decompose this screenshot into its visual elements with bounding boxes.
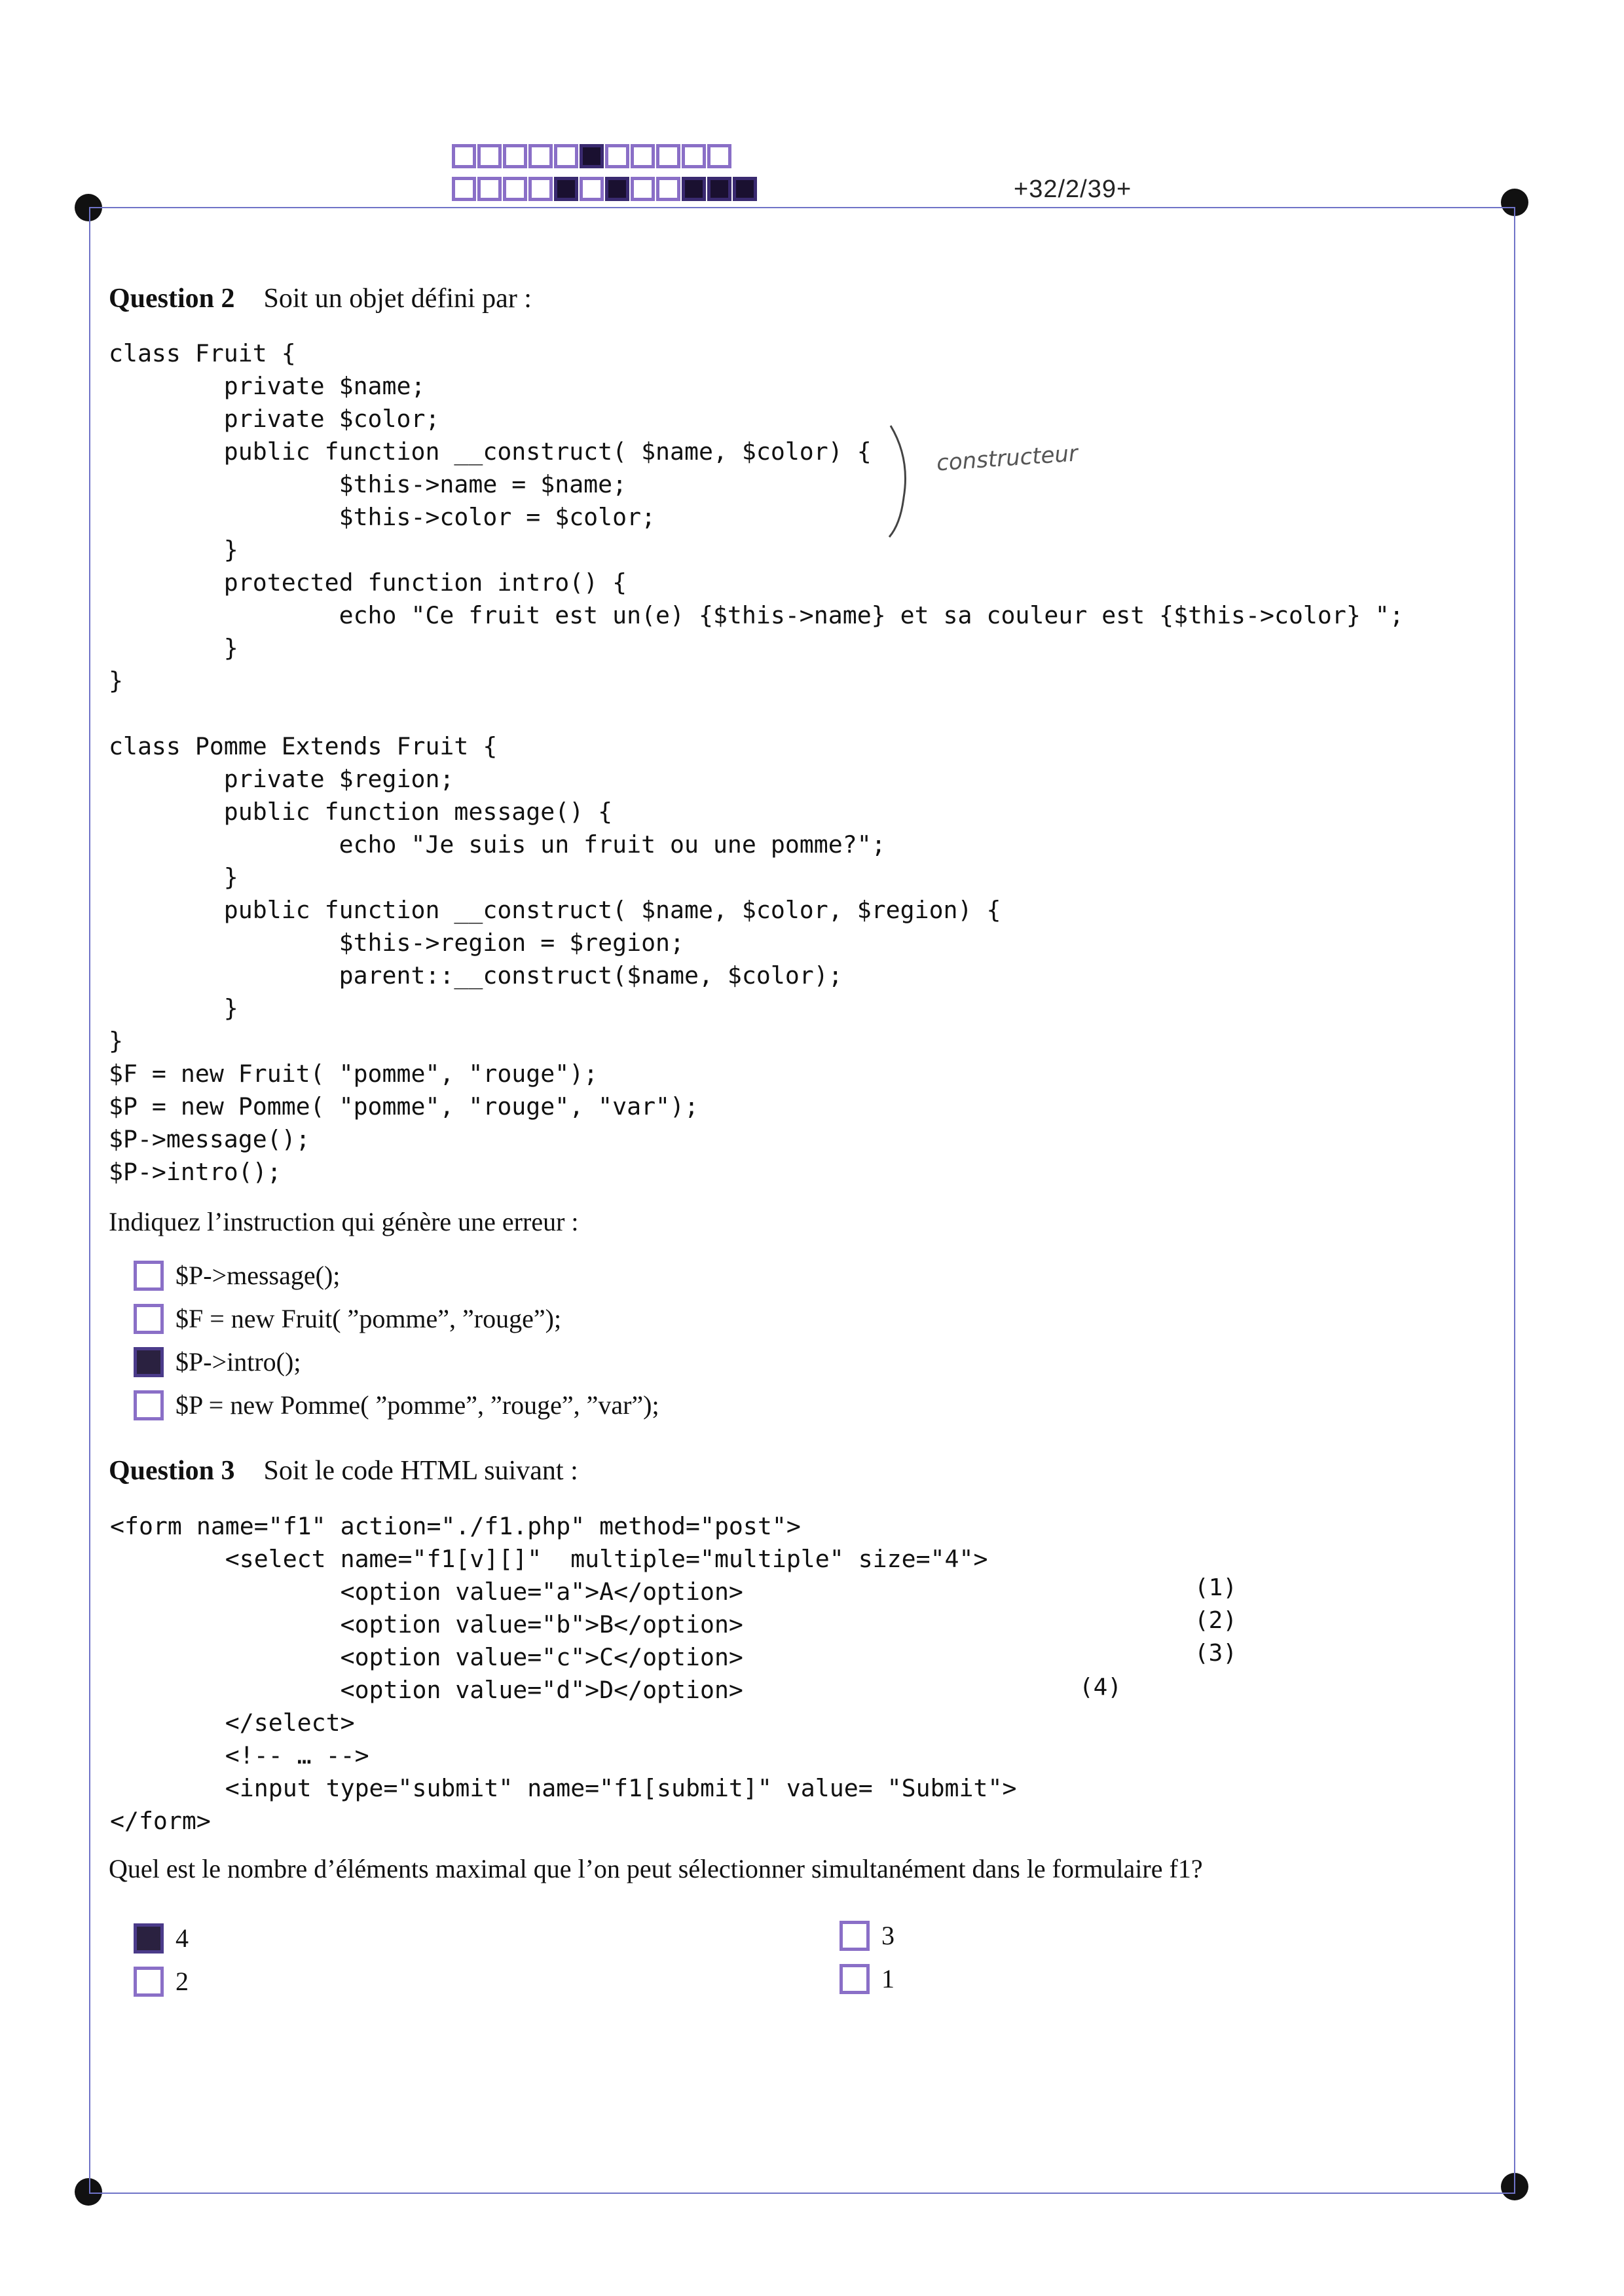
id-grid-cell (631, 144, 655, 168)
marker-3: (3) (1194, 1640, 1238, 1667)
id-grid-row-2 (452, 177, 757, 201)
sheet-code: +32/2/39+ (1014, 176, 1132, 203)
option-label: $F = new Fruit( ”pomme”, ”rouge”); (175, 1304, 562, 1333)
checkbox[interactable] (840, 1921, 870, 1951)
id-grid-cell (580, 144, 604, 168)
id-grid-cell (707, 177, 731, 201)
id-grid-cell (452, 144, 476, 168)
q3-code: <form name="f1" action="./f1.php" method="post"> <select name="f1[v][]" multiple="multiple" size="4"> <option value="a">A</option> <option value="b">B</option> <option value="c">C</option> <option value="d">D</option> </select> <!-- … --> <input type="submit" name="f1[submit]" value= "Submit"> </form> (110, 1512, 1017, 1835)
q2-option-2[interactable] (134, 1303, 561, 1334)
checkbox[interactable] (134, 1967, 164, 1997)
option-label: 3 (881, 1921, 895, 1950)
q2-label: Question 2 (109, 284, 235, 314)
q2-option-3[interactable] (134, 1346, 301, 1377)
marker-1: (1) (1194, 1574, 1238, 1601)
handwritten-bracket (884, 419, 923, 544)
id-grid-cell (528, 177, 553, 201)
checkbox[interactable] (134, 1390, 164, 1420)
id-grid-cell (554, 177, 578, 201)
q3-title (109, 1455, 578, 1487)
marker-2: (2) (1194, 1607, 1238, 1634)
id-grid-cell (605, 144, 629, 168)
q2-question: Indiquez l’instruction qui génère une erreur : (109, 1207, 579, 1236)
id-grid-cell (656, 177, 680, 201)
option-label: 2 (175, 1967, 189, 1996)
id-grid-cell (580, 177, 604, 201)
id-grid-row-1 (452, 144, 731, 168)
id-grid-cell (503, 177, 527, 201)
id-grid-cell (733, 177, 757, 201)
q3-option-2[interactable] (840, 1920, 895, 1951)
id-grid-cell (554, 144, 578, 168)
checkbox[interactable] (840, 1964, 870, 1994)
id-grid-cell (631, 177, 655, 201)
q3-option-1[interactable] (134, 1923, 189, 1953)
option-label: $P = new Pomme( ”pomme”, ”rouge”, ”var”); (175, 1390, 659, 1420)
q2-option-4[interactable] (134, 1390, 659, 1420)
q2-option-1[interactable] (134, 1260, 340, 1291)
q2-prompt: Soit un objet défini par : (263, 284, 532, 314)
checkbox[interactable] (134, 1923, 164, 1953)
id-grid-cell (452, 177, 476, 201)
checkbox[interactable] (134, 1304, 164, 1334)
id-grid-cell (503, 144, 527, 168)
option-label: 1 (881, 1964, 895, 1993)
id-grid-cell (656, 144, 680, 168)
id-grid-cell (528, 144, 553, 168)
id-grid-cell (682, 144, 706, 168)
id-grid-cell (477, 144, 502, 168)
marker-4: (4) (1079, 1674, 1122, 1701)
id-grid-cell (605, 177, 629, 201)
q3-prompt: Soit le code HTML suivant : (263, 1456, 578, 1486)
q2-code: class Fruit { private $name; private $color; public function __construct( $name, $color) { $this->name = $name; $this->color = $color; } protected function intro() { echo "Ce fruit est un(e) {$this->name} et sa couleur est {$this->color} "; } } class Pomme Extends Fruit { private $region; public function message() { echo "Je suis un fruit ou une pomme?"; } public function __construct( $name, $color, $region) { $this->region = $region; parent::__construct($name, $color); } } $F = new Fruit( "pomme", "rouge"); $P = new Pomme( "pomme", "rouge", "var"); $P->message(); $P->intro(); (109, 339, 1404, 1186)
q3-option-4[interactable] (840, 1963, 895, 1994)
q3-question: Quel est le nombre d’éléments maximal que l’on peut sélectionner simultanément dans le formulaire f1? (109, 1854, 1203, 1883)
checkbox[interactable] (134, 1347, 164, 1377)
q2-title (109, 283, 532, 314)
option-label: 4 (175, 1923, 189, 1953)
id-grid-cell (682, 177, 706, 201)
id-grid-cell (707, 144, 731, 168)
q3-label: Question 3 (109, 1456, 235, 1486)
option-label: $P->message(); (175, 1261, 341, 1290)
checkbox[interactable] (134, 1261, 164, 1291)
option-label: $P->intro(); (175, 1347, 301, 1377)
handwritten-note: constructeur (935, 440, 1079, 477)
q3-option-3[interactable] (134, 1966, 189, 1997)
id-grid-cell (477, 177, 502, 201)
